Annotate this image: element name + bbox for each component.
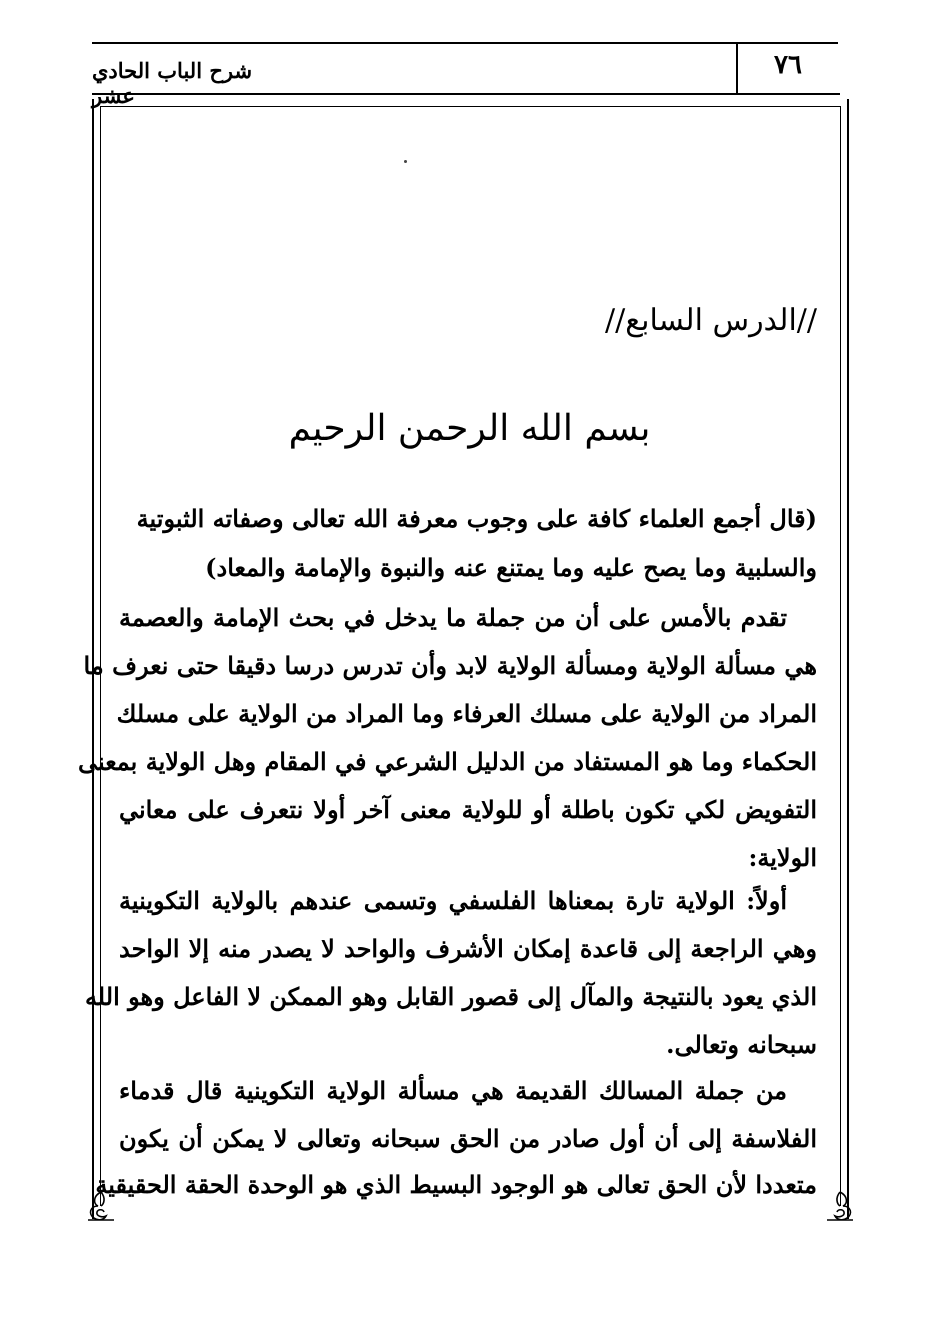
- body-line: الذي يعود بالنتيجة والمآل إلى قصور القابل وهو الممكن لا الفاعل وهو الله: [84, 982, 817, 1011]
- body-line: التفويض لكي تكون باطلة أو للولاية معنى آخر أولا نتعرف على معاني: [119, 795, 817, 824]
- book-title: شرح الباب الحادي عشر: [92, 58, 253, 108]
- page-number: ٧٦: [774, 50, 802, 80]
- body-line: من جملة المسالك القديمة هي مسألة الولاية التكوينية قال قدماء: [119, 1076, 787, 1105]
- lesson-title: //الدرس السابع//: [605, 303, 817, 338]
- body-line: هي مسألة الولاية ومسألة الولاية لابد وأن تدرس درسا دقيقا حتى نعرف ما: [83, 651, 817, 680]
- body-line: المراد من الولاية على مسلك العرفاء وما المراد من الولاية على مسلك: [116, 699, 817, 728]
- body-line: تقدم بالأمس على أن من جملة ما يدخل في بحث الإمامة والعصمة: [119, 603, 787, 632]
- body-line: الحكماء وما هو المستفاد من الدليل الشرعي في المقام وهل الولاية بمعنى: [77, 747, 817, 776]
- corner-ornament-right-icon: [823, 1190, 857, 1224]
- body-line: سبحانه وتعالى.: [666, 1030, 817, 1059]
- body-line: الولاية:: [748, 843, 817, 872]
- scan-speck: [404, 160, 407, 163]
- body-line: (قال أجمع العلماء كافة على وجوب معرفة الله تعالى وصفاته الثبوتية: [136, 504, 817, 533]
- basmala: بسم الله الرحمن الرحيم: [288, 408, 651, 449]
- body-line: الفلاسفة إلى أن أول صادر من الحق سبحانه وتعالى لا يمكن أن يكون: [119, 1124, 817, 1153]
- body-line: وهي الراجعة إلى قاعدة إمكان الأشرف والواحد لا يصدر منه إلا الواحد: [119, 934, 817, 963]
- body-line: متعددا لأن الحق تعالى هو الوجود البسيط الذي هو الوحدة الحقة الحقيقية: [95, 1170, 817, 1199]
- body-line: أولاً: الولاية تارة بمعناها الفلسفي وتسمى عندهم بالولاية التكوينية: [119, 886, 787, 915]
- header-rule-top: [92, 42, 838, 44]
- body-line: والسلبية وما يصح عليه وما يمتنع عنه والنبوة والإمامة والمعاد): [205, 553, 817, 582]
